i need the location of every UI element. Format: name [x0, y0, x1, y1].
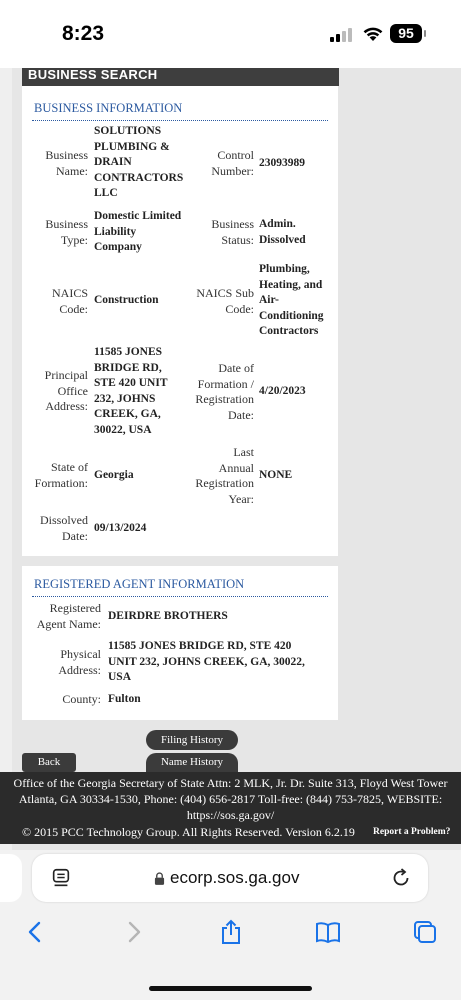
- state-of-formation-label: State of Formation:: [34, 460, 88, 490]
- state-of-formation-value: Georgia: [94, 469, 134, 481]
- business-info-panel: [22, 86, 338, 556]
- url-text[interactable]: ecorp.sos.ga.gov: [170, 868, 300, 887]
- last-registration-value: NONE: [259, 469, 293, 481]
- control-number-label: Control Number:: [211, 148, 254, 178]
- county-value: Fulton: [108, 693, 141, 705]
- reader-mode-icon[interactable]: [50, 866, 72, 890]
- physical-address-label: Physical Address:: [58, 647, 101, 677]
- business-name-value: SOLUTIONS PLUMBING & DRAIN CONTRACTORS LLC: [94, 125, 184, 199]
- control-number-value: 23093989: [259, 157, 305, 169]
- lock-icon: [154, 872, 165, 885]
- previous-tab-stub[interactable]: [0, 854, 22, 902]
- business-info-divider: [32, 120, 328, 121]
- name-history-button[interactable]: Name History: [146, 753, 238, 772]
- business-type-label: Business Type:: [45, 217, 88, 247]
- registered-agent-title: REGISTERED AGENT INFORMATION: [34, 577, 245, 591]
- registered-agent-divider: [32, 596, 328, 597]
- back-button[interactable]: Back: [22, 753, 76, 772]
- forward-arrow-icon[interactable]: [120, 918, 148, 946]
- back-arrow-icon[interactable]: [21, 918, 49, 946]
- footer-address-line-1: Office of the Georgia Secretary of State Attn: 2 MLK, Jr. Dr. Suite 313, Floyd West Tower: [13, 776, 448, 790]
- report-problem-link[interactable]: Report a Problem?: [373, 827, 451, 837]
- browser-toolbar: [0, 850, 461, 1000]
- cellular-signal-icon: [330, 28, 354, 42]
- section-header: [22, 68, 339, 86]
- battery-indicator: 95: [390, 24, 422, 43]
- county-label: County:: [62, 692, 101, 706]
- footer-address-line-2: Atlanta, GA 30334-1530, Phone: (404) 656-2817 Toll-free: (844) 753-7825, WEBSITE:: [18, 792, 443, 806]
- business-type-value: Domestic Limited Liability Company: [94, 210, 182, 253]
- formation-date-label: Date of Formation / Registration Date:: [195, 361, 254, 422]
- registered-agent-panel: [22, 566, 338, 720]
- physical-address-value: 11585 JONES BRIDGE RD, STE 420 UNIT 232, JOHNS CREEK, GA, 30022, USA: [108, 640, 305, 683]
- naics-code-value: Construction: [94, 294, 159, 306]
- principal-office-label: Principal Office Address:: [44, 368, 88, 413]
- tabs-icon[interactable]: [411, 918, 439, 946]
- bookmarks-icon[interactable]: [314, 918, 342, 946]
- business-status-label: Business Status:: [211, 217, 254, 247]
- naics-code-label: NAICS Code:: [51, 286, 88, 316]
- left-edge: [0, 68, 12, 850]
- status-bar: [0, 0, 461, 68]
- naics-sub-code-label: NAICS Sub Code:: [196, 286, 254, 316]
- share-icon[interactable]: [217, 918, 245, 946]
- formation-date-value: 4/20/2023: [259, 385, 306, 397]
- last-registration-label: Last Annual Registration Year:: [195, 445, 254, 506]
- naics-sub-code-value: Plumbing, Heating, and Air- Conditioning Contractors: [259, 263, 324, 337]
- reload-icon[interactable]: [389, 866, 413, 890]
- principal-office-value: 11585 JONES BRIDGE RD, STE 420 UNIT 232, JOHNS CREEK, GA, 30022, USA: [94, 346, 168, 436]
- home-indicator[interactable]: [149, 986, 312, 991]
- business-info-title: BUSINESS INFORMATION: [34, 101, 183, 115]
- site-footer: [0, 772, 461, 844]
- filing-history-button[interactable]: Filing History: [146, 730, 238, 750]
- dissolved-date-value: 09/13/2024: [94, 522, 147, 534]
- section-header-title: BUSINESS SEARCH: [28, 68, 158, 82]
- business-name-label: Business Name:: [45, 148, 88, 178]
- dissolved-date-label: Dissolved Date:: [40, 513, 88, 543]
- business-status-value: Admin. Dissolved: [259, 218, 306, 246]
- wifi-icon: [362, 24, 384, 42]
- footer-copyright: © 2015 PCC Technology Group. All Rights Reserved. Version 6.2.19: [22, 825, 355, 839]
- agent-name-label: Registered Agent Name:: [36, 601, 101, 631]
- agent-name-value: DEIRDRE BROTHERS: [108, 610, 228, 622]
- battery-tip: [424, 30, 426, 37]
- status-time: 8:23: [62, 22, 105, 45]
- web-page: [0, 68, 461, 850]
- footer-website-link[interactable]: https://sos.ga.gov/: [186, 808, 275, 822]
- address-bar[interactable]: [32, 854, 428, 902]
